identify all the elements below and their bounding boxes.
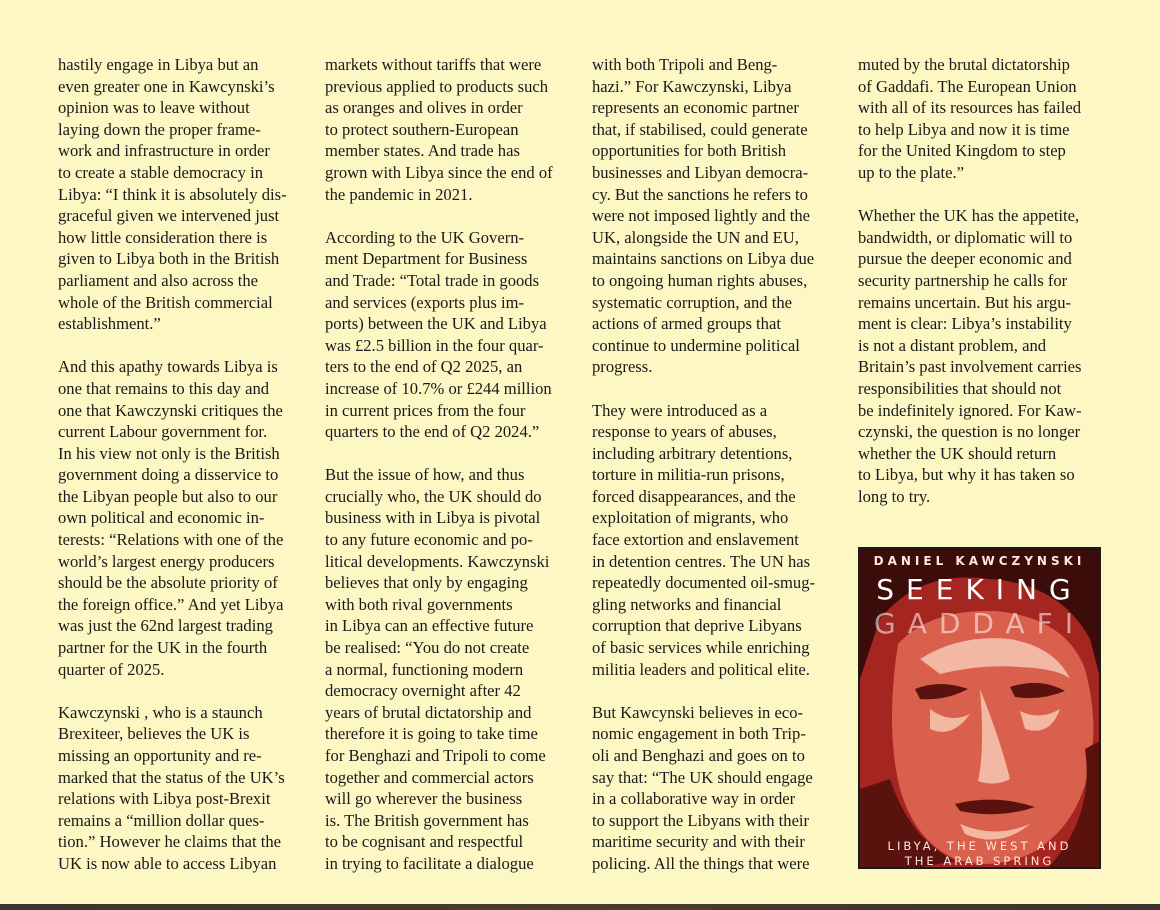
text-line: in trying to facilitate a dialogue (325, 853, 534, 873)
text-line: own political and economic in- (58, 508, 265, 528)
text-line: given to Libya both in the British (58, 249, 280, 269)
text-line: should be the absolute priority of (58, 573, 278, 593)
text-line: previous applied to products such (325, 76, 549, 96)
text-line: therefore it is going to take time (325, 724, 538, 744)
text-line: in current prices from the four (325, 400, 526, 420)
text-line: ports) between the UK and Libya (325, 314, 547, 334)
text-line: pursue the deeper economic and (858, 249, 1072, 269)
text-line: and services (exports plus im- (325, 292, 525, 312)
book-author: DANIEL KAWCZYNSKI (873, 554, 1086, 568)
text-line: believes that only by engaging (325, 573, 528, 593)
text-line: remains uncertain. But his argu- (858, 292, 1072, 312)
book-subtitle-line-1: LIBYA, THE WEST AND (887, 839, 1072, 853)
text-line: that, if stabilised, could generate (592, 119, 808, 139)
text-line: world’s largest energy producers (58, 551, 275, 571)
text-line: one that remains to this day and (58, 378, 270, 398)
text-line: torture in militia-run prisons, (592, 465, 785, 485)
text-line: quarters to the end of Q2 2024.” (325, 422, 540, 442)
text-line: in detention centres. The UN has (592, 551, 811, 571)
article-column-3 (592, 54, 842, 896)
text-line: opinion was to leave without (58, 98, 250, 118)
text-line: exploitation of migrants, who (592, 508, 789, 528)
text-line: security partnership he calls for (858, 270, 1068, 290)
text-line: bandwidth, or diplomatic will to (858, 227, 1073, 247)
text-line: czynski, the question is no longer (858, 422, 1081, 442)
text-line: is. The British government has (325, 810, 529, 830)
article-paragraph (592, 702, 842, 875)
article-paragraph (858, 54, 1108, 184)
text-line: together and commercial actors (325, 767, 534, 787)
text-line: increase of 10.7% or £244 million (325, 378, 552, 398)
text-line: for the United Kingdom to step (858, 141, 1066, 161)
text-line: to protect southern-European (325, 119, 519, 139)
text-line: to Libya, but why it has taken so (858, 465, 1075, 485)
text-line: as oranges and olives in order (325, 98, 523, 118)
text-line: is not a distant problem, and (858, 335, 1047, 355)
text-line: establishment.” (58, 314, 161, 334)
text-line: the pandemic in 2021. (325, 184, 473, 204)
text-line: grown with Libya since the end of (325, 162, 553, 182)
book-title-line-1: SEEKING (876, 573, 1083, 606)
text-line: ment is clear: Libya’s instability (858, 314, 1072, 334)
text-line: including arbitrary detentions, (592, 443, 793, 463)
text-line: markets without tariffs that were (325, 55, 542, 74)
text-line: in a collaborative way in order (592, 789, 796, 809)
book-title-line-2: GADDAFI (874, 607, 1085, 640)
text-line: long to try. (858, 486, 931, 506)
text-line: be indefinitely ignored. For Kaw- (858, 400, 1082, 420)
text-line: According to the UK Govern- (325, 227, 525, 247)
text-line: tion.” However he claims that the (58, 832, 282, 852)
page-bottom-border (0, 904, 1160, 910)
text-line: in Libya can an effective future (325, 616, 534, 636)
text-line: one that Kawczynski critiques the (58, 400, 283, 420)
article-paragraph (592, 54, 842, 378)
text-line: with both rival governments (325, 594, 513, 614)
article-paragraph (58, 702, 308, 875)
article-paragraph (58, 356, 308, 680)
text-line: the Libyan people but also to our (58, 486, 278, 506)
text-line: continue to undermine political (592, 335, 800, 355)
text-line: actions of armed groups that (592, 314, 781, 334)
text-line: forced disappearances, and the (592, 486, 796, 506)
text-line: marked that the status of the UK’s (58, 767, 285, 787)
text-line: will go wherever the business (325, 789, 523, 809)
text-line: hastily engage in Libya but an (58, 55, 259, 74)
text-line: with both Tripoli and Beng- (592, 55, 778, 74)
text-line: businesses and Libyan democra- (592, 162, 809, 182)
text-line: to ongoing human rights abuses, (592, 270, 808, 290)
text-line: And this apathy towards Libya is (58, 357, 278, 377)
text-line: whether the UK should return (858, 443, 1057, 463)
text-line: missing an opportunity and re- (58, 746, 262, 765)
text-line: opportunities for both British (592, 141, 787, 161)
article-column-1 (58, 54, 308, 896)
text-line: relations with Libya post-Brexit (58, 789, 271, 809)
text-line: government doing a disservice to (58, 465, 279, 485)
text-line: repeatedly documented oil-smug- (592, 573, 816, 593)
text-line: response to years of abuses, (592, 422, 777, 442)
text-line: muted by the brutal dictatorship (858, 55, 1070, 74)
text-line: to be cognisant and respectful (325, 832, 524, 852)
text-line: They were introduced as a (592, 400, 768, 420)
text-line: of basic services while enriching (592, 638, 810, 658)
text-line: UK is now able to access Libyan (58, 853, 277, 873)
text-line: was just the 62nd largest trading (58, 616, 273, 636)
text-line: member states. And trade has (325, 141, 520, 161)
text-line: to support the Libyans with their (592, 810, 810, 830)
book-subtitle-line-2: THE ARAB SPRING (904, 854, 1055, 868)
text-line: a normal, functioning modern (325, 659, 524, 679)
text-line: with all of its resources has failed (858, 98, 1082, 118)
text-line: how little consideration there is (58, 227, 268, 247)
text-line: years of brutal dictatorship and (325, 702, 532, 722)
text-line: to create a stable democracy in (58, 162, 264, 182)
text-line: democracy overnight after 42 (325, 681, 521, 701)
text-line: the foreign office.” And yet Libya (58, 594, 284, 614)
text-line: But the issue of how, and thus (325, 465, 525, 485)
article-paragraph (592, 400, 842, 681)
text-line: responsibilities that should not (858, 378, 1062, 398)
text-line: gling networks and financial (592, 594, 782, 614)
article-column-4 (858, 54, 1108, 529)
text-line: for Benghazi and Tripoli to come (325, 746, 546, 765)
article-paragraph (325, 227, 575, 443)
text-line: to any future economic and po- (325, 530, 533, 550)
text-line: progress. (592, 357, 653, 377)
text-line: nomic engagement in both Trip- (592, 724, 806, 744)
text-line: Kawczynski , who is a staunch (58, 702, 263, 722)
text-line: be realised: “You do not create (325, 638, 530, 658)
text-line: maritime security and with their (592, 832, 805, 852)
text-line: cy. But the sanctions he refers to (592, 184, 808, 204)
text-line: ment Department for Business (325, 249, 528, 269)
article-paragraph (858, 205, 1108, 507)
article-paragraph (325, 54, 575, 205)
text-line: parliament and also across the (58, 270, 258, 290)
text-line: Libya: “I think it is absolutely dis- (58, 184, 287, 204)
text-line: Whether the UK has the appetite, (858, 206, 1080, 226)
text-line: policing. All the things that were (592, 853, 810, 873)
text-line: litical developments. Kawczynski (325, 551, 550, 571)
text-line: UK, alongside the UN and EU, (592, 227, 799, 247)
text-line: whole of the British commercial (58, 292, 273, 312)
article-column-2 (325, 54, 575, 896)
text-line: maintains sanctions on Libya due (592, 249, 815, 269)
text-line: militia leaders and political elite. (592, 659, 810, 679)
text-line: face extortion and enslavement (592, 530, 799, 550)
text-line: laying down the proper frame- (58, 119, 261, 139)
text-line: systematic corruption, and the (592, 292, 792, 312)
text-line: up to the plate.” (858, 162, 964, 182)
text-line: represents an economic partner (592, 98, 799, 118)
text-line: say that: “The UK should engage (592, 767, 813, 787)
text-line: to help Libya and now it is time (858, 119, 1070, 139)
text-line: hazi.” For Kawczynski, Libya (592, 76, 792, 96)
text-line: business with in Libya is pivotal (325, 508, 541, 528)
text-line: In his view not only is the British (58, 443, 280, 463)
text-line: partner for the UK in the fourth (58, 638, 268, 658)
text-line: crucially who, the UK should do (325, 486, 542, 506)
text-line: oli and Benghazi and goes on to (592, 746, 805, 765)
text-line: of Gaddafi. The European Union (858, 76, 1077, 96)
text-line: work and infrastructure in order (58, 141, 270, 161)
text-line: was £2.5 billion in the four quar- (325, 335, 544, 355)
text-line: were not imposed lightly and the (592, 206, 810, 226)
text-line: corruption that deprive Libyans (592, 616, 802, 636)
text-line: But Kawcynski believes in eco- (592, 702, 804, 722)
text-line: remains a “million dollar ques- (58, 810, 265, 830)
text-line: current Labour government for. (58, 422, 268, 442)
article-paragraph (58, 54, 308, 335)
text-line: ters to the end of Q2 2025, an (325, 357, 523, 377)
text-line: and Trade: “Total trade in goods (325, 270, 540, 290)
text-line: even greater one in Kawcynski’s (58, 76, 275, 96)
article-paragraph (325, 464, 575, 874)
text-line: Brexiteer, believes the UK is (58, 724, 250, 744)
book-cover-image (858, 547, 1101, 869)
text-line: graceful given we intervened just (58, 206, 280, 226)
text-line: terests: “Relations with one of the (58, 530, 284, 550)
text-line: quarter of 2025. (58, 659, 165, 679)
text-line: Britain’s past involvement carries (858, 357, 1082, 377)
